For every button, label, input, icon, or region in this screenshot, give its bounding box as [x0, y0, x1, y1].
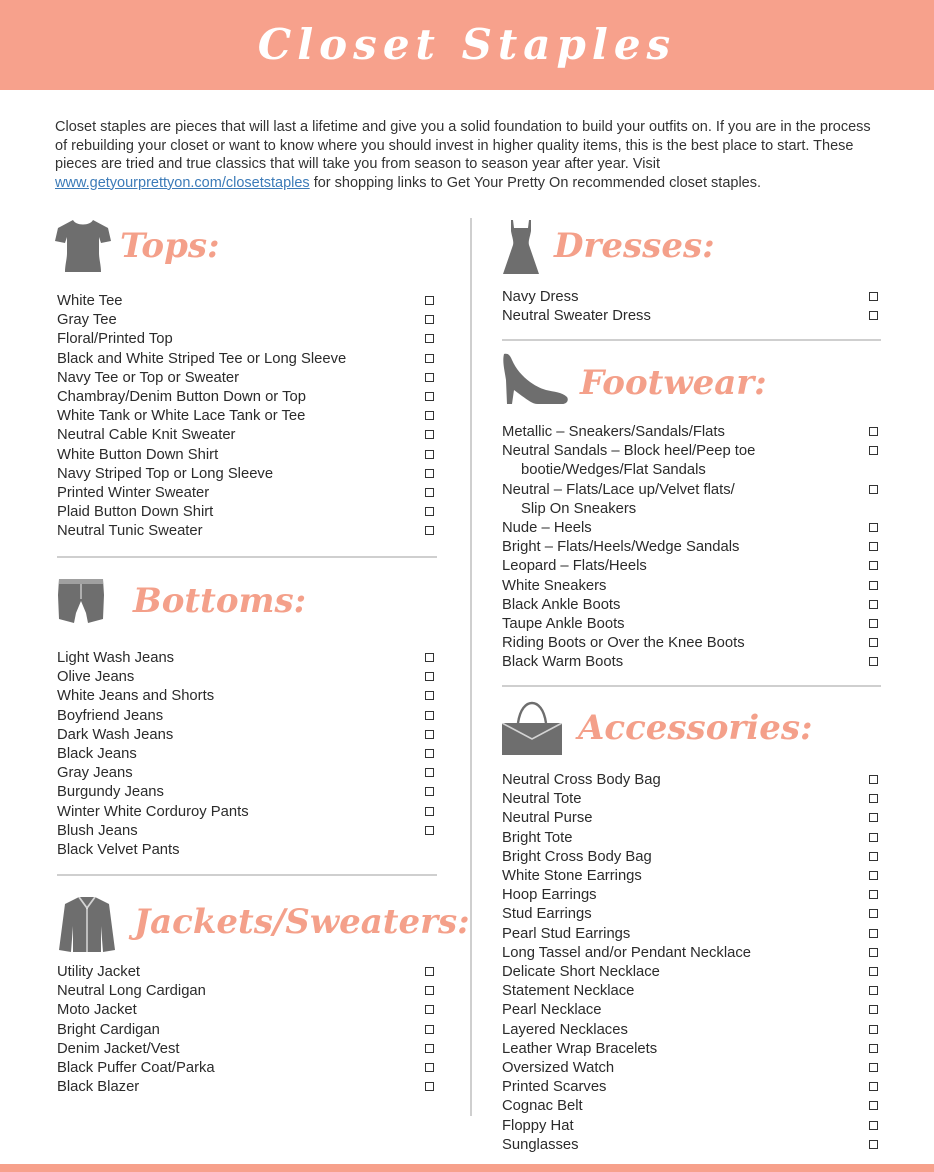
- item-label: Boyfriend Jeans: [57, 707, 164, 724]
- checkbox[interactable]: [869, 794, 878, 803]
- item-label: Floppy Hat: [502, 1117, 574, 1134]
- item-label: Oversized Watch: [502, 1060, 615, 1077]
- item-label: Printed Winter Sweater: [57, 485, 210, 502]
- item-label: Layered Necklaces: [502, 1021, 628, 1038]
- item-label: Black and White Striped Tee or Long Sleeve: [57, 350, 347, 367]
- item-label-continued: Slip On Sneakers: [521, 500, 637, 517]
- list-item: [57, 446, 457, 465]
- section-title-footwear: Footwear:: [580, 363, 767, 403]
- checkbox[interactable]: [425, 315, 434, 324]
- list-item: [57, 649, 457, 668]
- list-item: [502, 771, 902, 790]
- list-item: [502, 634, 902, 653]
- section-title-tops: Tops:: [120, 226, 220, 266]
- checkbox[interactable]: [425, 430, 434, 439]
- list-item: [57, 426, 457, 445]
- checkbox[interactable]: [425, 749, 434, 758]
- tops-list: [57, 292, 457, 542]
- list-item: [502, 288, 902, 307]
- list-item: [57, 1078, 457, 1097]
- list-item: [502, 442, 902, 480]
- item-label: Black Ankle Boots: [502, 596, 621, 613]
- item-label: Sunglasses: [502, 1136, 579, 1153]
- checkbox[interactable]: [869, 1063, 878, 1072]
- high-heel-icon: [500, 352, 570, 406]
- checkbox[interactable]: [869, 986, 878, 995]
- list-item: [502, 423, 902, 442]
- list-item: [502, 905, 902, 924]
- item-label: Navy Striped Top or Long Sleeve: [57, 465, 274, 482]
- checkbox[interactable]: [869, 657, 878, 666]
- list-item: [502, 944, 902, 963]
- list-item: [57, 726, 457, 745]
- list-item: [57, 330, 457, 349]
- checkbox[interactable]: [869, 485, 878, 494]
- checkbox[interactable]: [869, 833, 878, 842]
- checkbox[interactable]: [869, 813, 878, 822]
- item-label: Floral/Printed Top: [57, 331, 173, 348]
- checkbox[interactable]: [425, 986, 434, 995]
- list-item: [502, 829, 902, 848]
- item-label: Black Jeans: [57, 746, 137, 763]
- jacket-icon: [57, 896, 117, 954]
- checkbox[interactable]: [869, 909, 878, 918]
- list-item: [57, 687, 457, 706]
- checkbox[interactable]: [869, 929, 878, 938]
- checkbox[interactable]: [869, 292, 878, 301]
- checkbox[interactable]: [425, 1005, 434, 1014]
- checkbox[interactable]: [425, 1063, 434, 1072]
- checkbox[interactable]: [869, 852, 878, 861]
- checkbox[interactable]: [869, 600, 878, 609]
- item-label: Dark Wash Jeans: [57, 726, 174, 743]
- list-item: [57, 1021, 457, 1040]
- checkbox[interactable]: [869, 1044, 878, 1053]
- checkbox[interactable]: [425, 807, 434, 816]
- list-item: [502, 982, 902, 1001]
- checkbox[interactable]: [869, 1082, 878, 1091]
- item-label: Utility Jacket: [57, 964, 141, 980]
- list-item: [502, 538, 902, 557]
- item-label: Delicate Short Necklace: [502, 964, 660, 981]
- list-item: [502, 1078, 902, 1097]
- item-label: Leopard – Flats/Heels: [502, 558, 647, 575]
- item-label: Winter White Corduroy Pants: [57, 803, 249, 820]
- item-label: Neutral Sandals – Block heel/Peep toe: [502, 443, 756, 460]
- list-item: [502, 1040, 902, 1059]
- checkbox[interactable]: [425, 296, 434, 305]
- list-item: [57, 292, 457, 311]
- section-divider: [57, 556, 437, 558]
- list-item: [502, 1117, 902, 1136]
- list-item: [57, 745, 457, 764]
- list-item: [57, 522, 457, 541]
- list-item: [502, 963, 902, 982]
- item-label: White Button Down Shirt: [57, 446, 219, 463]
- list-item: [57, 1040, 457, 1059]
- page-title: Closet Staples: [257, 20, 677, 69]
- accessories-list: [502, 771, 902, 1155]
- checkbox[interactable]: [425, 526, 434, 535]
- checkbox[interactable]: [869, 446, 878, 455]
- checkbox[interactable]: [425, 1044, 434, 1053]
- checkbox[interactable]: [869, 1005, 878, 1014]
- checkbox[interactable]: [869, 561, 878, 570]
- checkbox[interactable]: [869, 1121, 878, 1130]
- checkbox[interactable]: [425, 507, 434, 516]
- list-item: [502, 1059, 902, 1078]
- list-item: [57, 311, 457, 330]
- checkbox[interactable]: [869, 1140, 878, 1149]
- item-label: Chambray/Denim Button Down or Top: [57, 389, 306, 406]
- checkbox[interactable]: [425, 711, 434, 720]
- list-item: [57, 1001, 457, 1020]
- item-label: White Jeans and Shorts: [57, 688, 215, 705]
- list-item: [502, 653, 902, 672]
- section-divider: [57, 874, 437, 876]
- item-label: Black Puffer Coat/Parka: [57, 1060, 215, 1077]
- tshirt-icon: [55, 219, 111, 273]
- checkbox[interactable]: [425, 488, 434, 497]
- dresses-list: [502, 288, 902, 326]
- list-item: [502, 557, 902, 576]
- list-item: [57, 369, 457, 388]
- item-label: Navy Tee or Top or Sweater: [57, 369, 240, 386]
- checkbox[interactable]: [425, 691, 434, 700]
- checkbox[interactable]: [425, 411, 434, 420]
- list-item: [502, 1001, 902, 1020]
- item-label: Hoop Earrings: [502, 887, 597, 904]
- checkbox[interactable]: [869, 311, 878, 320]
- item-label: Black Warm Boots: [502, 654, 624, 671]
- list-item: [502, 790, 902, 809]
- checkbox[interactable]: [425, 826, 434, 835]
- list-item: [57, 350, 457, 369]
- list-item: [502, 1021, 902, 1040]
- item-label: White Tee: [57, 293, 123, 309]
- checkbox[interactable]: [869, 619, 878, 628]
- item-label: Neutral Sweater Dress: [502, 308, 651, 325]
- list-item: [57, 503, 457, 522]
- item-label: Neutral Cross Body Bag: [502, 772, 661, 788]
- checkbox[interactable]: [869, 638, 878, 647]
- item-label: Black Velvet Pants: [57, 842, 180, 859]
- checkbox[interactable]: [869, 581, 878, 590]
- list-item: [57, 822, 457, 841]
- item-label: Black Blazer: [57, 1079, 140, 1096]
- checkbox[interactable]: [425, 373, 434, 382]
- item-label: Plaid Button Down Shirt: [57, 504, 214, 521]
- list-item: [502, 867, 902, 886]
- section-divider: [502, 339, 881, 341]
- list-item: [502, 596, 902, 615]
- dress-icon: [502, 219, 540, 275]
- checkbox[interactable]: [869, 1025, 878, 1034]
- checkbox[interactable]: [425, 469, 434, 478]
- handbag-icon: [500, 701, 564, 757]
- checkbox[interactable]: [869, 542, 878, 551]
- checkbox[interactable]: [869, 775, 878, 784]
- item-label: Leather Wrap Bracelets: [502, 1040, 658, 1057]
- item-label: Statement Necklace: [502, 983, 635, 1000]
- checkbox[interactable]: [869, 427, 878, 436]
- item-label: Cognac Belt: [502, 1098, 583, 1115]
- checkbox[interactable]: [425, 1082, 434, 1091]
- section-title-jackets: Jackets/Sweaters:: [134, 902, 470, 942]
- item-label: White Tank or White Lace Tank or Tee: [57, 408, 306, 425]
- list-item: [57, 764, 457, 783]
- item-label: Burgundy Jeans: [57, 784, 164, 801]
- item-label: Light Wash Jeans: [57, 650, 175, 666]
- list-item: [57, 982, 457, 1001]
- item-label: Neutral Tote: [502, 791, 582, 808]
- item-label: Long Tassel and/or Pendant Necklace: [502, 944, 751, 961]
- header-banner: [0, 0, 934, 90]
- item-label: Gray Jeans: [57, 765, 133, 782]
- section-title-dresses: Dresses:: [554, 226, 715, 266]
- item-label: White Stone Earrings: [502, 868, 642, 885]
- intro-text-end: for shopping links to Get Your Pretty On recommended closet staples.: [309, 174, 762, 191]
- jackets-list: [57, 963, 457, 1097]
- list-item: [502, 1097, 902, 1116]
- closet-staples-link[interactable]: www.getyourprettyon.com/closetstaples: [55, 174, 310, 191]
- item-label: Taupe Ankle Boots: [502, 616, 625, 633]
- item-label: Olive Jeans: [57, 669, 135, 686]
- intro-paragraph: [55, 118, 885, 192]
- item-label: Stud Earrings: [502, 906, 592, 923]
- checkbox[interactable]: [869, 890, 878, 899]
- list-item: [57, 803, 457, 822]
- footer-bar: [0, 1164, 934, 1172]
- footwear-list: [502, 423, 902, 673]
- list-item: [57, 388, 457, 407]
- item-label: Neutral Long Cardigan: [57, 983, 206, 1000]
- intro-text: Closet staples are pieces that will last a lifetime and give you a solid foundation to build your outfits on. If you are in the process of rebuilding your closet or want to know where you should invest in higher quality items, this is the best place to start. These pieces are tried and true classics that will take you from season to season year after year. Visit: [55, 119, 871, 173]
- item-label: Neutral Tunic Sweater: [57, 523, 203, 540]
- list-item: [57, 783, 457, 802]
- checkbox[interactable]: [425, 334, 434, 343]
- list-item: [502, 848, 902, 867]
- item-label: Pearl Stud Earrings: [502, 925, 631, 942]
- item-label: Printed Scarves: [502, 1079, 607, 1096]
- item-label: Moto Jacket: [57, 1002, 137, 1019]
- checkbox[interactable]: [869, 948, 878, 957]
- checkbox[interactable]: [425, 392, 434, 401]
- checkbox[interactable]: [425, 672, 434, 681]
- item-label: Bright – Flats/Heels/Wedge Sandals: [502, 539, 740, 556]
- list-item: [57, 484, 457, 503]
- checkbox[interactable]: [425, 730, 434, 739]
- item-label: Denim Jacket/Vest: [57, 1040, 180, 1057]
- checkbox[interactable]: [425, 354, 434, 363]
- item-label: Bright Cross Body Bag: [502, 848, 652, 865]
- item-label: Navy Dress: [502, 289, 579, 305]
- list-item: [57, 668, 457, 687]
- item-label: Neutral – Flats/Lace up/Velvet flats/: [502, 481, 735, 498]
- item-label: Bright Tote: [502, 829, 573, 846]
- section-divider: [502, 685, 881, 687]
- checkbox[interactable]: [425, 1025, 434, 1034]
- list-item: [502, 307, 902, 326]
- item-label-continued: bootie/Wedges/Flat Sandals: [521, 462, 706, 479]
- checkbox[interactable]: [425, 450, 434, 459]
- section-title-accessories: Accessories:: [578, 708, 813, 748]
- item-label: Pearl Necklace: [502, 1002, 602, 1019]
- item-label: Neutral Cable Knit Sweater: [57, 427, 236, 444]
- checkbox[interactable]: [425, 768, 434, 777]
- checkbox[interactable]: [869, 871, 878, 880]
- list-item: [502, 615, 902, 634]
- checkbox[interactable]: [869, 967, 878, 976]
- item-label: Bright Cardigan: [57, 1021, 160, 1038]
- list-item: [502, 886, 902, 905]
- column-divider: [470, 218, 472, 1116]
- list-item: [502, 577, 902, 596]
- list-item: [57, 407, 457, 426]
- list-item: [57, 963, 457, 982]
- item-label: Metallic – Sneakers/Sandals/Flats: [502, 424, 725, 440]
- item-label: Neutral Purse: [502, 810, 593, 827]
- item-label: Riding Boots or Over the Knee Boots: [502, 635, 745, 652]
- list-item: [57, 841, 457, 860]
- item-label: Nude – Heels: [502, 520, 592, 537]
- checkbox[interactable]: [869, 1101, 878, 1110]
- item-label: Blush Jeans: [57, 822, 138, 839]
- list-item: [502, 481, 902, 519]
- bottoms-list: [57, 649, 457, 860]
- list-item: [502, 519, 902, 538]
- list-item: [502, 1136, 902, 1155]
- checkbox[interactable]: [425, 787, 434, 796]
- item-label: White Sneakers: [502, 577, 607, 594]
- checkbox[interactable]: [869, 523, 878, 532]
- checkbox[interactable]: [425, 653, 434, 662]
- list-item: [57, 707, 457, 726]
- checkbox[interactable]: [425, 967, 434, 976]
- list-item: [502, 925, 902, 944]
- shorts-icon: [57, 577, 105, 629]
- list-item: [57, 1059, 457, 1078]
- list-item: [57, 465, 457, 484]
- list-item: [502, 809, 902, 828]
- section-title-bottoms: Bottoms:: [133, 581, 307, 621]
- item-label: Gray Tee: [57, 312, 117, 329]
